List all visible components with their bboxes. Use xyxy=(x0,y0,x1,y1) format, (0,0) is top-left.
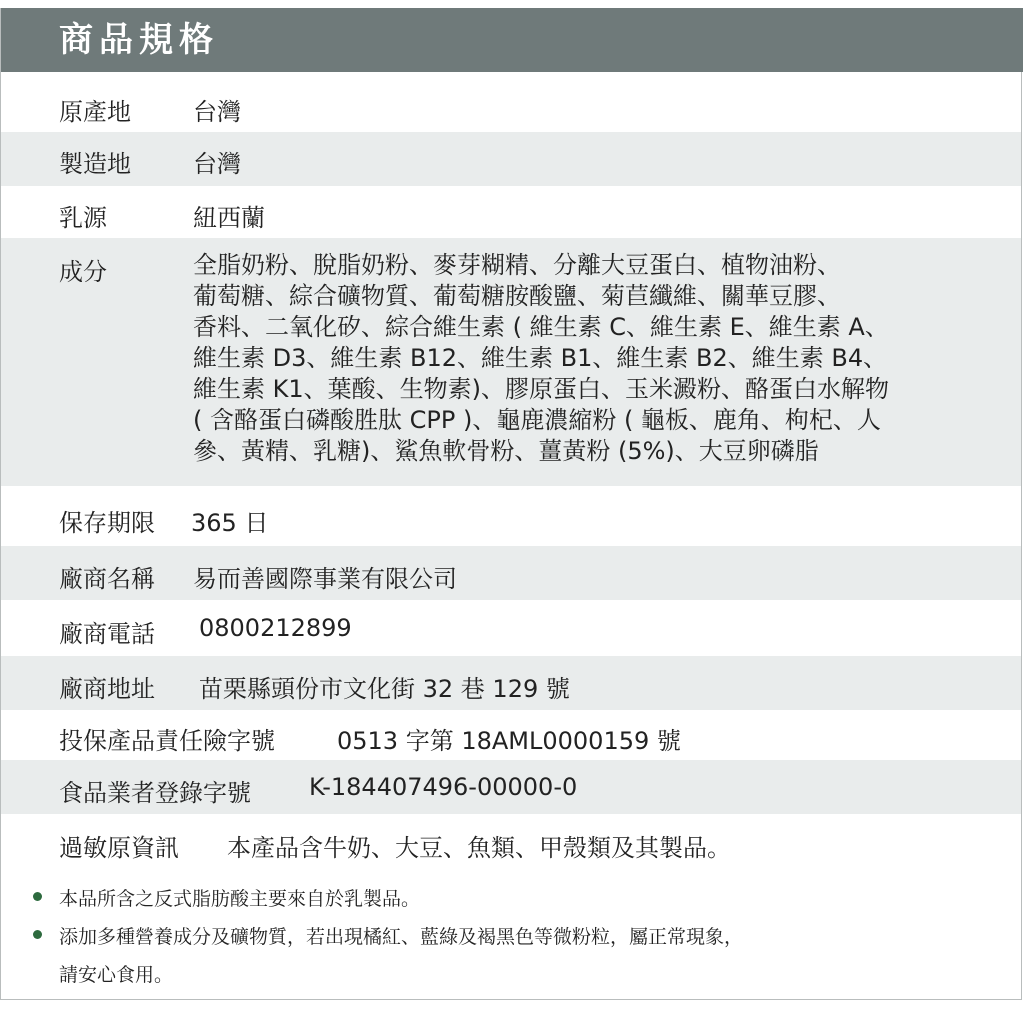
spec-row-origin xyxy=(1,84,1021,132)
spec-label: 廠商名稱 xyxy=(59,565,155,593)
note-item: 添加多種營養成分及礦物質，若出現橘紅、藍綠及褐黑色等微粉粒，屬正常現象， xyxy=(59,926,744,948)
spec-value: 0513 字第 18AML0000159 號 xyxy=(337,727,681,755)
spec-label: 保存期限 xyxy=(59,509,155,537)
spec-label: 廠商電話 xyxy=(59,620,155,648)
spec-value: K-184407496-00000-0 xyxy=(309,773,578,801)
spec-label: 投保產品責任險字號 xyxy=(59,727,275,755)
ingredients-line: 香料、二氧化矽、綜合維生素 ( 維生素 C、維生素 E、維生素 A、 xyxy=(193,313,889,341)
note-item: 本品所含之反式脂肪酸主要來自於乳製品。 xyxy=(59,888,421,910)
spec-title: 商品規格 xyxy=(59,20,219,60)
spec-row-company-address xyxy=(1,656,1021,710)
ingredients-line: 參、黃精、乳糖)、鯊魚軟骨粉、薑黃粉 (5%)、大豆卵磷脂 xyxy=(193,437,819,465)
spec-row-company-phone xyxy=(1,600,1021,656)
spec-row-allergen xyxy=(1,814,1021,870)
spec-label: 製造地 xyxy=(59,150,131,178)
spec-row-shelf-life xyxy=(1,486,1021,546)
note-item-continued: 請安心食用。 xyxy=(59,964,174,986)
ingredients-line: 葡萄糖、綜合礦物質、葡萄糖胺酸鹽、菊苣纖維、關華豆膠、 xyxy=(193,282,841,310)
spec-label: 廠商地址 xyxy=(59,675,155,703)
spec-value: 台灣 xyxy=(193,150,241,178)
spec-card xyxy=(0,8,1022,1000)
bullet-icon xyxy=(33,930,42,939)
spec-row-manufacture xyxy=(1,132,1021,186)
spec-label: 成分 xyxy=(59,258,107,286)
spec-value: 365 日 xyxy=(191,509,269,537)
spec-header xyxy=(1,8,1023,72)
spec-value: 0800212899 xyxy=(199,614,352,642)
spec-value: 台灣 xyxy=(193,98,241,126)
spec-label: 乳源 xyxy=(59,204,107,232)
bullet-icon xyxy=(33,892,42,901)
spec-value: 易而善國際事業有限公司 xyxy=(193,565,457,593)
ingredients-line: 維生素 D3、維生素 B12、維生素 B1、維生素 B2、維生素 B4、 xyxy=(193,344,888,372)
spec-row-ingredients xyxy=(1,238,1021,486)
spec-value: 苗栗縣頭份市文化街 32 巷 129 號 xyxy=(199,675,570,703)
spec-value: 本產品含牛奶、大豆、魚類、甲殼類及其製品。 xyxy=(227,834,731,862)
ingredients-line: 維生素 K1、葉酸、生物素)、膠原蛋白、玉米澱粉、酪蛋白水解物 xyxy=(193,375,889,403)
spec-row-milk-source xyxy=(1,186,1021,238)
spec-value: 紐西蘭 xyxy=(193,204,265,232)
spec-label: 食品業者登錄字號 xyxy=(59,779,251,807)
spec-row-insurance-number xyxy=(1,710,1021,760)
spec-label: 原產地 xyxy=(59,98,131,126)
spec-row-food-registration xyxy=(1,760,1021,814)
ingredients-line: 全脂奶粉、脫脂奶粉、麥芽糊精、分離大豆蛋白、植物油粉、 xyxy=(193,251,841,279)
spec-row-company-name xyxy=(1,546,1021,600)
ingredients-line: ( 含酪蛋白磷酸胜肽 CPP )、龜鹿濃縮粉 ( 龜板、鹿角、枸杞、人 xyxy=(193,406,881,434)
ingredients-text xyxy=(193,250,983,467)
spec-label: 過敏原資訊 xyxy=(59,834,179,862)
